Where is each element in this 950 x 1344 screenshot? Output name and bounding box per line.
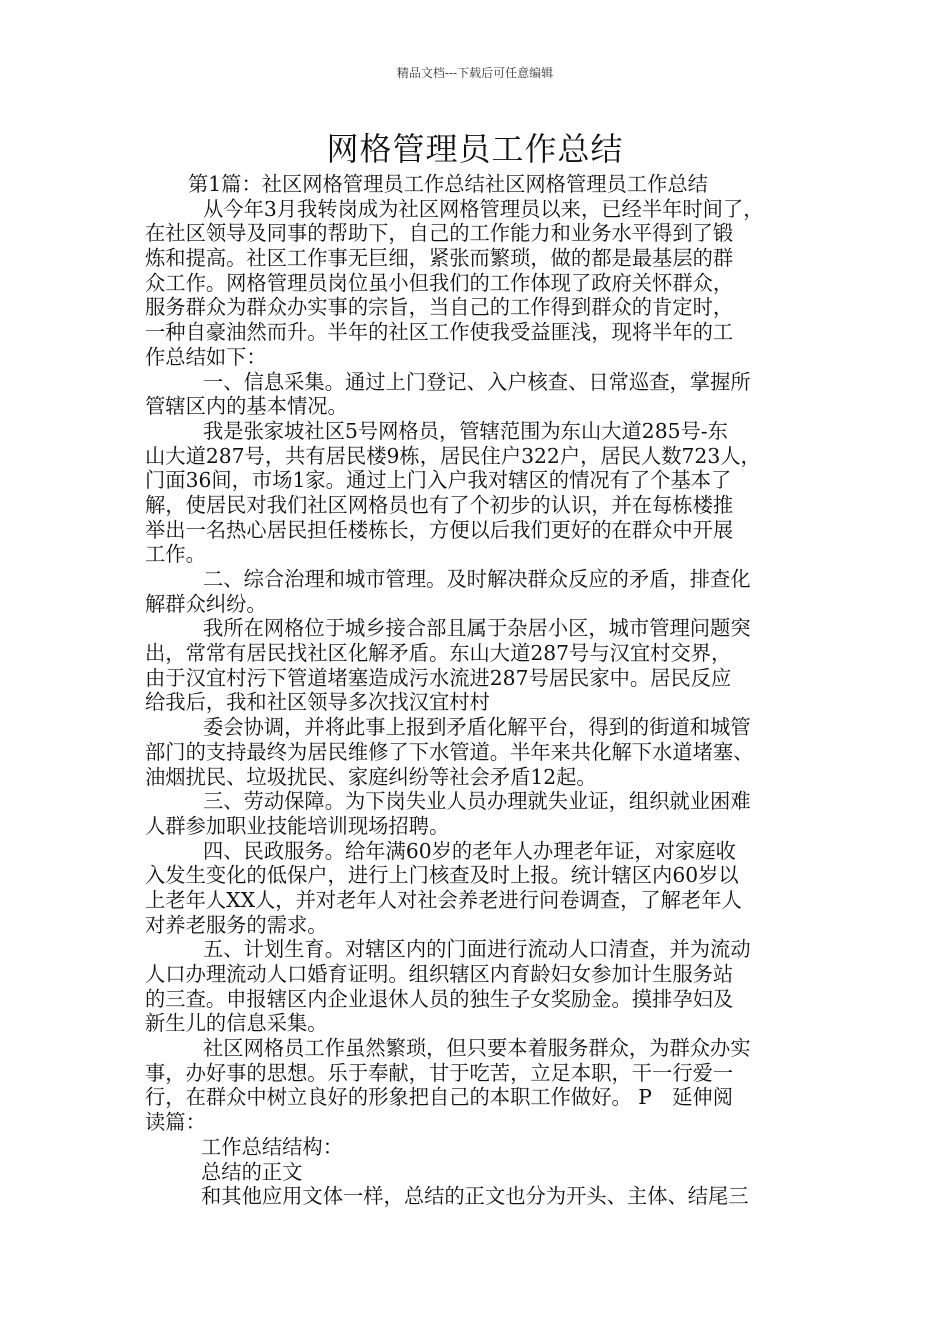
paragraph-line: 行，在群众中树立良好的形象把自己的本职工作做好。 P 延伸阅	[145, 1085, 733, 1110]
paragraph-line: 门面36间，市场1家。通过上门入户我对辖区的情况有了个基本了	[145, 468, 732, 493]
paragraph-line: 出，常常有居民找社区化解矛盾。东山大道287号与汉宜村交界，	[145, 641, 732, 666]
paragraph-line: 举出一名热心居民担任楼栋长，方便以后我们更好的在群众中开展	[145, 517, 734, 542]
paragraph-line: 从今年3月我转岗成为社区网格管理员以来，已经半年时间了，	[203, 196, 764, 221]
paragraph-line: 的三查。申报辖区内企业退休人员的独生子女奖励金。摸排孕妇及	[145, 986, 734, 1011]
paragraph-line: 对养老服务的需求。	[145, 912, 328, 937]
paragraph-line: 解，使居民对我们社区网格员也有了个初步的认识，并在每栋楼推	[145, 492, 734, 517]
paragraph-line: 工作总结结构：	[201, 1134, 343, 1159]
paragraph-line: 社区网格员工作虽然繁琐，但只要本着服务群众，为群众办实	[203, 1036, 751, 1061]
paragraph-line: 和其他应用文体一样，总结的正文也分为开头、主体、结尾三	[201, 1184, 749, 1209]
paragraph-line: 人群参加职业技能培训现场招聘。	[145, 813, 450, 838]
paragraph-line: 事，办好事的思想。乐于奉献，甘于吃苦，立足本职，干一行爱一	[145, 1060, 734, 1085]
paragraph-line: 工作。	[145, 542, 206, 567]
paragraph-line: 解群众纠纷。	[145, 591, 267, 616]
paragraph-line: 油烟扰民、垃圾扰民、家庭纠纷等社会矛盾12起。	[145, 764, 597, 789]
paragraph-line: 五、计划生育。对辖区内的门面进行流动人口清查，并为流动	[203, 937, 751, 962]
paragraph-line: 入发生变化的低保户，进行上门核查及时上报。统计辖区内60岁以	[145, 863, 739, 888]
paragraph-line: 由于汉宜村污下管道堵塞造成污水流进287号居民家中。居民反应	[145, 665, 732, 690]
paragraph-line: 作总结如下：	[145, 344, 267, 369]
paragraph-line: 在社区领导及同事的帮助下，自己的工作能力和业务水平得到了锻	[145, 221, 734, 246]
paragraph-line: 四、民政服务。给年满60岁的老年人办理老年证，对家庭收	[203, 838, 736, 863]
paragraph-line: 一、信息采集。通过上门登记、入户核查、日常巡查，掌握所	[203, 369, 751, 394]
paragraph-line: 服务群众为群众办实事的宗旨，当自己的工作得到群众的肯定时，	[145, 295, 734, 320]
paragraph-line: 给我后，我和社区领导多次找汉宜村村	[145, 690, 490, 715]
paragraph-line: 总结的正文	[201, 1159, 303, 1184]
paragraph-line: 新生儿的信息采集。	[145, 1011, 328, 1036]
paragraph-line: 第1篇：社区网格管理员工作总结社区网格管理员工作总结	[188, 172, 708, 196]
paragraph-line: 一种自豪油然而升。半年的社区工作使我受益匪浅，现将半年的工	[145, 320, 734, 345]
paragraph-line: 我所在网格位于城乡接合部且属于杂居小区，城市管理问题突	[203, 616, 751, 641]
paragraph-line: 部门的支持最终为居民维修了下水管道。半年来共化解下水道堵塞、	[145, 739, 754, 764]
paragraph-line: 二、综合治理和城市管理。及时解决群众反应的矛盾，排查化	[203, 567, 751, 591]
document-title: 网格管理员工作总结	[326, 130, 624, 168]
paragraph-line: 人口办理流动人口婚育证明。组织辖区内育龄妇女参加计生服务站	[145, 962, 734, 986]
header-note: 精品文档---下载后可任意编辑	[396, 66, 554, 80]
paragraph-line: 读篇：	[145, 1110, 206, 1135]
document-body	[145, 172, 821, 1209]
paragraph-line: 上老年人XX人，并对老年人对社会养老进行问卷调查，了解老年人	[145, 887, 742, 912]
paragraph-line: 山大道287号，共有居民楼9栋，居民住户322户，居民人数723人，	[145, 443, 761, 468]
paragraph-line: 众工作。网格管理员岗位虽小但我们的工作体现了政府关怀群众，	[145, 270, 734, 295]
paragraph-line: 三、劳动保障。为下岗失业人员办理就失业证，组织就业困难	[203, 789, 751, 814]
paragraph-line: 我是张家坡社区5号网格员，管辖范围为东山大道285号-东	[203, 418, 728, 443]
paragraph-line: 管辖区内的基本情况。	[145, 394, 348, 419]
paragraph-line: 炼和提高。社区工作事无巨细，紧张而繁琐，做的都是最基层的群	[145, 246, 734, 271]
paragraph-line: 委会协调，并将此事上报到矛盾化解平台，得到的街道和城管	[203, 715, 751, 740]
